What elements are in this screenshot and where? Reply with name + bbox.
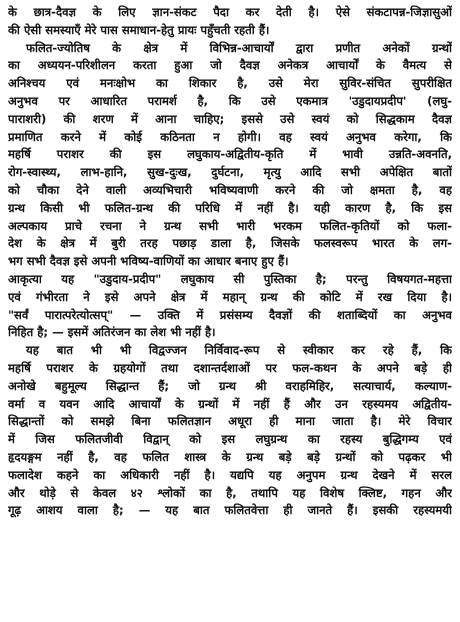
text-line: सिद्धान्तों को समझे बिना फलितज्ञान अधूरा ही माना जाता है। मेरे विचार <box>8 414 452 429</box>
text-line: भग सभी दैवज्ञ इसे अपनी भविष्य-वाणियों का आधार बनाए हुए हैं। <box>8 254 289 269</box>
text-line: का अध्ययन-परिशीलन करता हुआ जो दैवज्ञ अनेकत्र आचार्यों के वैमत्य से <box>8 58 452 73</box>
text-line: फलादेश कहने का अधिकारी नहीं है। यद्यपि यह अनुपम ग्रन्थ देखने में सरल <box>8 467 452 482</box>
text-line: को चौका देने वाली अव्यभिचारी भविष्यवाणी करने की जो क्षमता है, वह <box>8 182 452 197</box>
text-line: यह बात भी भी विद्वज्जन निर्विवाद-रूप से स्वीकार कर रहे हैं, कि <box>26 343 452 358</box>
text-line: रोग-स्वास्थ्य, लाभ-हानि, सुख-दुःख, दुर्घटना, मृत्यु आदि सभी अपेक्षित बातों <box>8 165 452 180</box>
text-line: निहित है; — इसमें अतिरंजन का लेश भी नहीं है। <box>8 325 216 340</box>
text-line: ग्रन्थ किसी भी फलित-ग्रन्थ की परिधि में नहीं है। यही कारण है, कि इस <box>8 200 452 215</box>
text-line: आकृत्या यह "उडुदाय-प्रदीप" लघुकाय सी पुस्तिका है; परन्तु विषयगत-महत्ता <box>8 271 452 286</box>
text-line: अनिश्चय एवं मनःक्षोभ का शिकार है, उसे मेरा सुविर-संचित सुपरीक्षित <box>8 76 452 91</box>
text-line: प्रमाणित करने में कोई कठिनता न होगी। वह स्वयं अनुभव करेगा, कि <box>8 129 452 144</box>
text-line: "सर्वं पारात्परेत्योत्सप्" — उक्ति में प्रसंसम्य दैवज्ञों की शताब्दियों का अनुभव <box>8 307 452 322</box>
text-line: देश के क्षेत्र में बुरी तरह पछाड़ डाला है, जिसके फलस्वरूप भारत के लग- <box>8 236 452 251</box>
text-line: गूढ़ आशय वाला है; — यह बात फलितवेत्ता ही जानते हैं। इसकी रहस्यमयी <box>8 503 452 518</box>
text-line: हृदयङ्गम नहीं है, वह फलित शास्त्र के ग्रन्थ बड़े बड़े ग्रन्थों को पढ़कर भी <box>8 449 452 464</box>
text-line: पाराशरी) की शरण में आना चाहिए; इससे उसे स्वयं को सिद्धकाम दैवज्ञ <box>8 111 452 126</box>
text-line: महर्षि पराशर के ग्रहयोगों तथा दशान्तर्दशाओं पर फल-कथन के अपने बड़े ही <box>8 360 452 375</box>
text-line: अनुभव पर आधारित परामर्श है, कि उसे एकमात्र 'उडुदायप्रदीप' (लघु- <box>8 93 452 108</box>
text-line: की ऐसी समस्याएँ मेरे पास समाधान-हेतु प्रायः पहुँचती रहती हैं। <box>8 22 270 37</box>
text-line: अनोखे बहुमूल्य सिद्धान्त हैं; जो ग्रन्थ श्री वराहमिहिर, सत्याचार्य, कल्याण- <box>8 378 452 393</box>
text-line: एवं गंभीरता ने इसे अपने क्षेत्र में महान् ग्रन्थ की कोटि में रख दिया है। <box>8 289 452 304</box>
text-line: महर्षि पराशर की इस लघुकाय-अद्वितीय-कृति में भावी उन्नति-अवनति, <box>8 147 452 162</box>
text-line: और थोड़े से केवल ४२ श्लोकों का है, तथापि यह विशेष क्लिष्ट, गहन और <box>8 485 452 500</box>
text-line: अल्पकाय प्राचे रचना ने ग्रन्थ सभी भारी भरकम फलित-कृतियों को फला- <box>8 218 452 233</box>
document-body <box>8 4 452 520</box>
text-line: में जिस फलितजीवी विद्वान् को इस लघुग्रन्थ का रहस्य बुद्धिगम्य एवं <box>8 432 452 447</box>
text-line: वर्मा व यवन आदि आचार्यों के ग्रन्थों में नहीं हैं और उन रहस्यमय अद्वितीय- <box>8 396 452 411</box>
text-line: फलित-ज्योतिष के क्षेत्र में विभिन्न-आचार्यों द्वारा प्रणीत अनेकों ग्रन्थों <box>26 40 452 55</box>
text-line: के छात्र-दैवज्ञ के लिए ज्ञान-संकट पैदा कर देती है। ऐसे संकटापन्न-जिज्ञासुओं <box>8 5 452 19</box>
